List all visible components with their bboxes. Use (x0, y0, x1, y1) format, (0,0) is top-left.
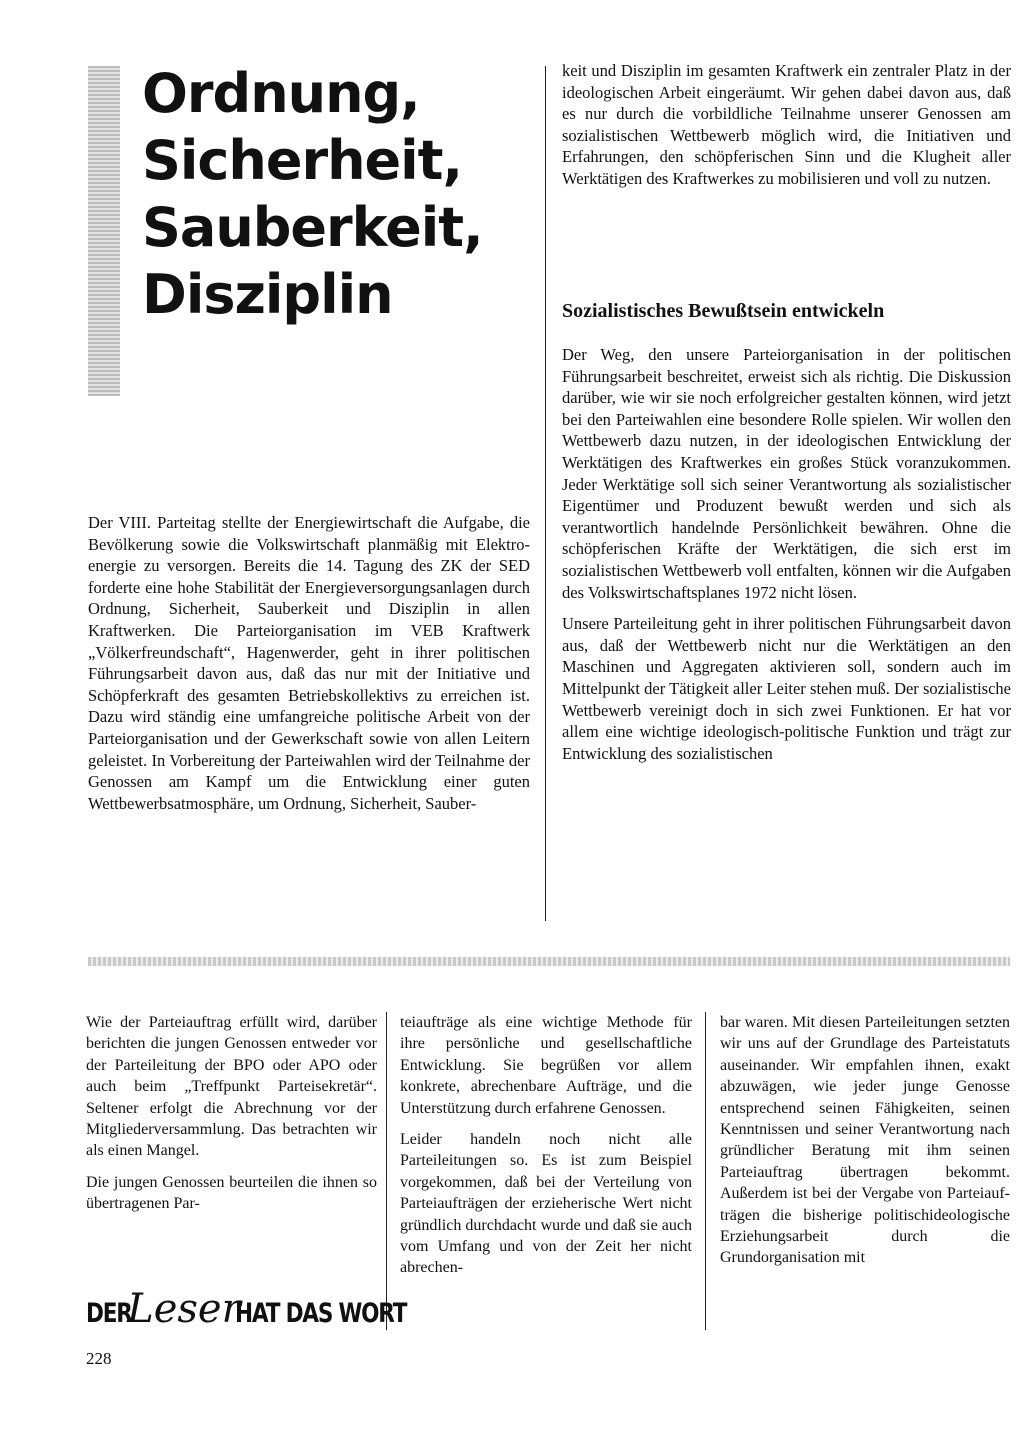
column-divider-lower-1 (386, 1012, 387, 1330)
der-leser-hat-das-wort-logo (86, 1286, 407, 1332)
lower-column-2 (400, 1012, 692, 1279)
right-column-top (562, 60, 1011, 190)
column-divider-upper (545, 66, 546, 921)
section-subheading: Sozialistisches Bewußtsein entwickeln (562, 300, 885, 322)
right-column-paragraph-2: Unsere Parteileitung geht in ihrer politischen Führungsarbeit davon aus, daß der Wettbewerb nicht nur die Werktätigen an den Maschinen und Aggregaten aktivieren soll, sondern auch im Mittelpunkt der Tätigkeit aller Leiter stehen muß. Der sozialistische Wettbewerb vereinigt doch in sich zwei Funktionen. Er hat vor allem eine wichtige ideologisch-politische Funktion und trägt zur Entwicklung des sozialistischen (562, 614, 1011, 763)
page-number: 228 (86, 1349, 112, 1368)
headline (142, 60, 483, 328)
lower-col3-paragraph: bar waren. Mit diesen Parteileitungen setzten wir uns auf der Grundlage des Parteistatuts auseinander. Wir empfahlen ihnen, exakt abzuwägen, wie jeder junge Genosse entsprechend seinen Fähigkeiten, seinen Kenntnissen und seiner Verantwortung nach gründlicher Beratung mit ihm seinen Parteiauftrag übertragen bekommt. Außerdem ist bei der Vergabe von Parteiaufträgen die bisherige politischideologische Erziehungsarbeit durch die Grundorganisation mit (720, 1014, 1010, 1267)
lower-col1-paragraph-1: Wie der Parteiauftrag erfüllt wird, darüber berichten die jungen Genossen entweder vor der Parteileitung der BPO oder APO oder auch beim „Treffpunkt Parteisekretär“. Seltener erfolgt die Abrechnung vor der Mitgliederversammlung. Das betrachten wir als einen Mangel. (86, 1014, 377, 1160)
left-column (88, 512, 530, 814)
left-column-paragraph: Der VIII. Parteitag stellte der Energiewirtschaft die Aufgabe, die Bevölkerung sowie die Volkswirtschaft planmäßig mit Elektroenergie zu versorgen. Bereits die 14. Tagung des ZK der SED forderte eine hohe Stabilität der Energieversorgungsanlagen durch Ordnung, Sicherheit, Sauberkeit und Disziplin in allen Kraftwerken. Die Parteiorganisation im VEB Kraftwerk „Völkerfreundschaft“, Hagenwerder, geht in ihrer politischen Führungsarbeit davon aus, daß das nur mit der Initiative und Schöpferkraft des gesamten Betriebskollektivs zu erreichen ist. Dazu wird ständig eine umfangreiche politische Arbeit von der Parteiorganisation und der Gewerkschaft sowie von allen Leitern geleistet. In Vorbereitung der Parteiwahlen wird der Teilnahme der Genossen am Kampf um die Entwicklung einer guten Wettbewerbsatmosphäre, um Ordnung, Sicherheit, Sauber- (88, 513, 530, 813)
headline-line: Sicherheit, (142, 129, 463, 192)
headline-line: Ordnung, (142, 62, 420, 125)
headline-line: Disziplin (142, 263, 393, 326)
right-column-paragraph-1: Der Weg, den unsere Parteiorganisation in der politischen Führungsarbeit beschreitet, erweist sich als richtig. Die Diskussion darüber, wie wir sie noch erfolgreicher gestalten können, wird jetzt bei den Parteiwahlen eine besondere Rolle spielen. Wir wollen den Wettbewerb dazu nutzen, in der ideologischen Entwicklung der Werktätigen des Kraftwerkes ein großes Stück voranzukommen. Jeder Werktätige soll sich seiner Verantwortung als sozialistischer Eigentümer und Produzent bewußt werden und sich als verantwortlich handelnde Persönlichkeit bewähren. Ohne die schöpferischen Kräfte der Werktätigen, die sich erst im sozialistischen Wettbewerb voll entfalten, können wir die Aufgaben des Volkswirtschaftsplanes 1972 nicht lösen. (562, 345, 1011, 602)
headline-line: Sauberkeit, (142, 196, 483, 259)
lower-col1-paragraph-2: Die jungen Genossen beurteilen die ihnen so übertragenen Par- (86, 1173, 377, 1213)
lower-column-3 (720, 1012, 1010, 1269)
decorative-gray-bar (88, 66, 120, 396)
logo-right-text: HAT DAS WORT (234, 1298, 407, 1329)
section-separator-bar (88, 957, 1010, 966)
logo-script-text: Leser (127, 1286, 241, 1332)
right-column-top-paragraph: keit und Disziplin im gesamten Kraftwerk ein zentraler Platz in der ideologischen Arbeit eingeräumt. Wir gehen dabei davon aus, daß es nur durch die vorbildliche Teilnahme unserer Genossen am sozialistischen Wettbewerb möglich wird, die Initiativen und Erfahrungen, den schöpferischen Sinn und die Klugheit aller Werktätigen des Kraftwerkes zu mobilisieren und voll zu nutzen. (562, 61, 1011, 188)
column-divider-lower-2 (705, 1012, 706, 1330)
lower-col2-paragraph-2: Leider handeln noch nicht alle Parteileitungen so. Es ist zum Beispiel vorgekommen, daß bei der Verteilung von Parteiaufträgen der erzieherische Wert nicht gründlich durchdacht wurde und daß sie auch vom Umfang und von der Zeit her nicht abrechen- (400, 1131, 692, 1277)
lower-col2-paragraph-1: teiaufträge als eine wichtige Methode für ihre persönliche und gesellschaftliche Entwicklung. Sie begrüßen vor allem konkrete, abrechenbare Aufträge, und die Unterstützung durch erfahrene Genossen. (400, 1014, 692, 1117)
logo-left-text: DER (86, 1298, 132, 1329)
right-column-body (562, 344, 1011, 764)
lower-column-1 (86, 1012, 377, 1215)
